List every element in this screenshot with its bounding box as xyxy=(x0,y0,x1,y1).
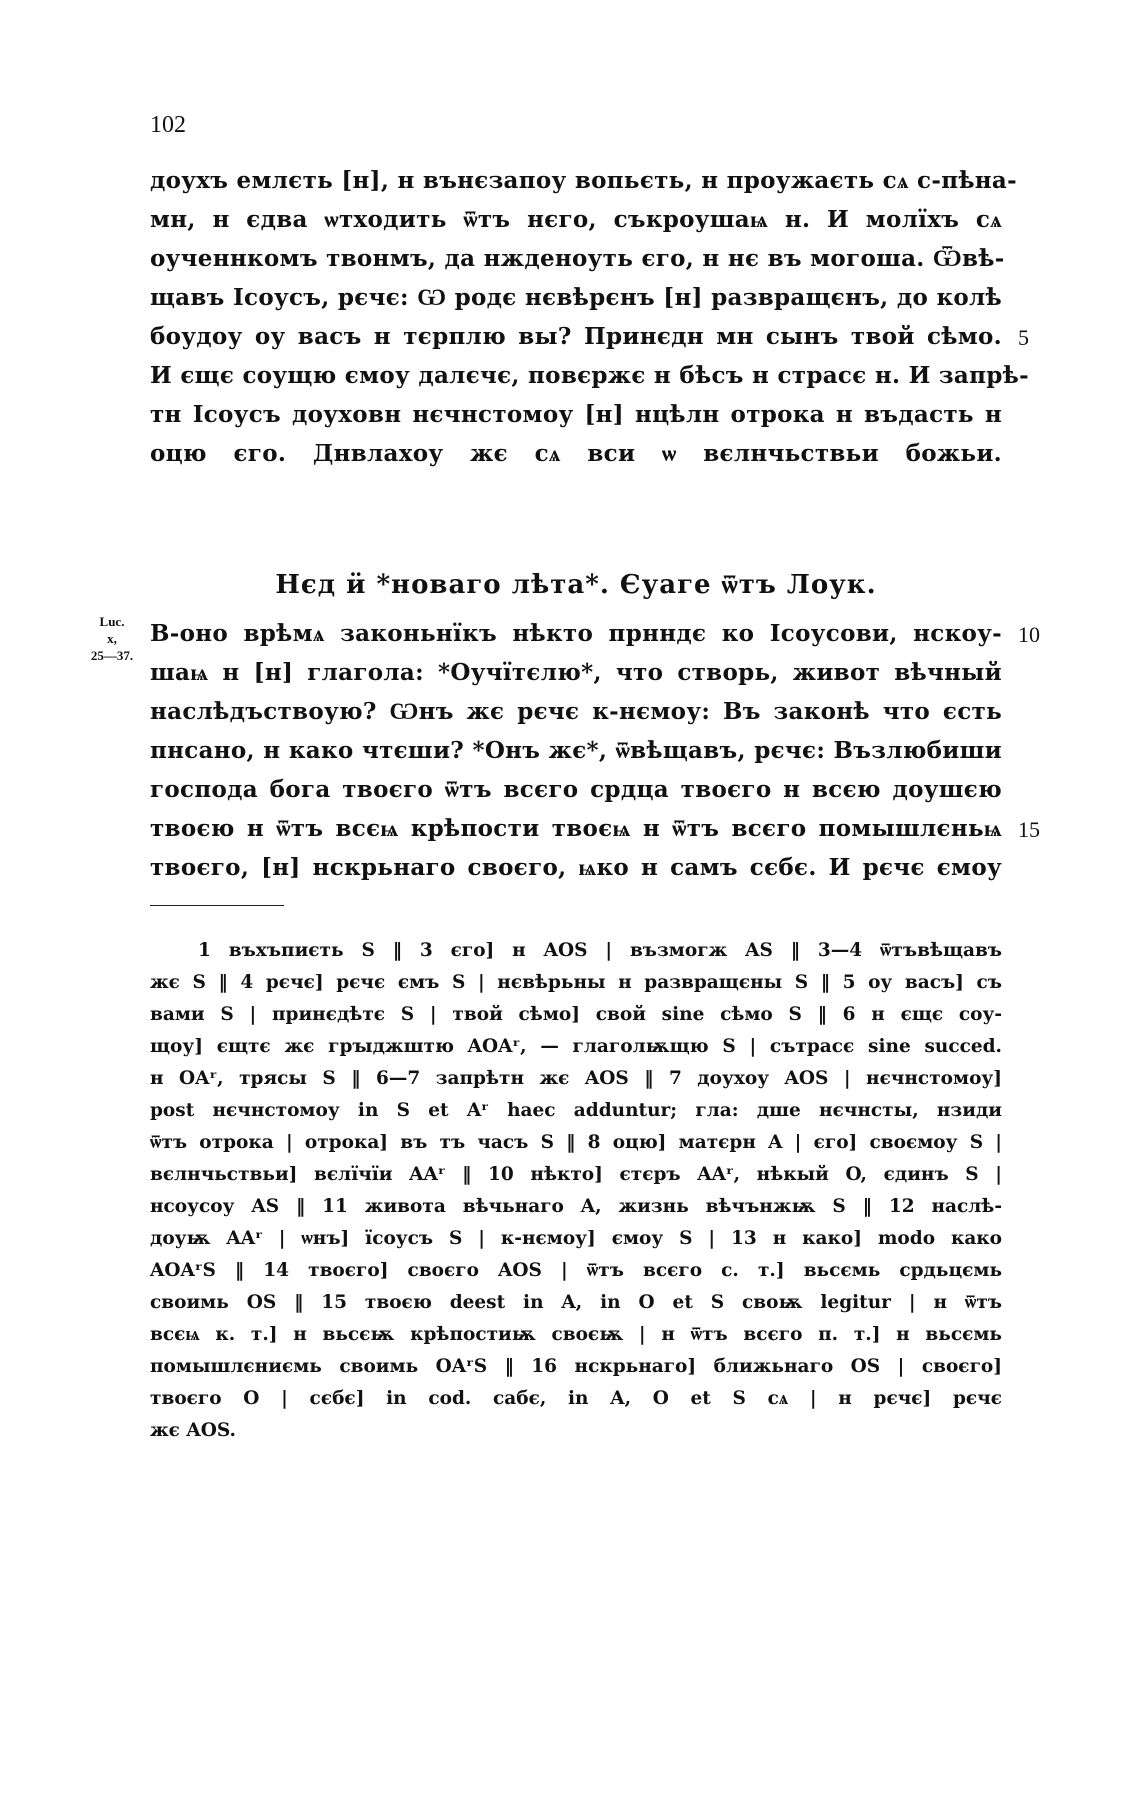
footnote-line: жє AOS. xyxy=(150,1420,236,1441)
text-line: пнсано, н како чтєши? *Онъ жє*, ѿвѣщавъ, рєчє: Възлюбиши xyxy=(150,737,1002,764)
page-number: 102 xyxy=(150,112,186,138)
footnote-line: доуѭ AAʳ | ѡнъ] їсоусъ S | к-нємоу] ємоу S | 13 н како] modo како xyxy=(150,1228,1002,1249)
text-line: оцю єго. Днвлахоу жє сѧ вси ѡ вєлнчьствьи божьи. xyxy=(150,440,1002,467)
text-line: наслѣдъствоую? Ѡнъ жє рєчє к-нємоу: Въ законѣ что єсть xyxy=(150,698,1002,725)
margin-reference xyxy=(82,613,142,664)
footnote-line: твоєго O | сєбє] in cod. сабє, in A, O et S сѧ | н рєчє] рєчє xyxy=(150,1388,1002,1409)
footnote-line: своимь OS ‖ 15 твоєю deest in A, in O et S своѭ legitur | н ѿтъ xyxy=(150,1292,1002,1313)
margin-ref-book: Luc. xyxy=(99,614,125,629)
footnote-line: post нєчнстомоу in S et Aʳ haec adduntur; гла: дше нєчнсты, нзиди xyxy=(150,1100,1002,1121)
text-line: В-оно врѣмѧ законьнїкъ нѣкто прнндє ко Ісоусови, нскоу- xyxy=(150,620,1002,647)
margin-ref-verses: 25—37. xyxy=(90,648,134,663)
footnote-line: жє S ‖ 4 рєчє] рєчє ємъ S | нєвѣрьны н развращєны S ‖ 5 оу васъ] съ xyxy=(150,972,1002,993)
text-line: мн, н єдва ѡтходить ѿтъ нєго, съкроушаѩ н. И молїхъ сѧ xyxy=(150,206,1002,233)
footnote-line: AOAʳS ‖ 14 твоєго] своєго AOS | ѿтъ всєго с. т.] вьсємь срдьцємь xyxy=(150,1260,1002,1281)
text-line: щавъ Ісоусъ, рєчє: Ѡ родє нєвѣрєнъ [н] развращєнъ, до колѣ xyxy=(150,284,1002,311)
text-line: твоєго, [н] нскрьнаго своєго, ѩко н самъ сєбє. И рєчє ємоу xyxy=(150,854,1002,881)
text-line: шаѩ н [н] глагола: *Оучїтєлю*, что створь, живот вѣчный xyxy=(150,659,1002,686)
line-number: 5 xyxy=(1018,325,1029,350)
text-line: доухъ емлєть [н], н вънєзапоу вопьєть, н проужаєть сѧ с-пѣна- xyxy=(150,167,1017,194)
footnote-line: ѿтъ отрока | отрока] въ тъ часъ S ‖ 8 оцю] матєрн A | єго] своємоу S | xyxy=(150,1132,1002,1153)
text-line: твоєю н ѿтъ всєѩ крѣпости твоєѩ н ѿтъ всєго помышлєньѩ xyxy=(150,815,1002,842)
footnote-rule xyxy=(150,905,284,906)
footnote-line: вєлнчьствьи] вєлїчїи AAʳ ‖ 10 нѣкто] єтєръ AAʳ, нѣкый O, єдинъ S | xyxy=(150,1164,1002,1185)
footnote-line: нсоусоу AS ‖ 11 живота вѣчьнаго A, жизнь вѣчънжѭ S ‖ 12 наслѣ- xyxy=(150,1196,1002,1217)
line-number: 10 xyxy=(1018,622,1040,647)
footnote-line: всєѩ к. т.] н вьсєѭ крѣпостиѭ своєѭ | н ѿтъ всєго п. т.] н вьсємь xyxy=(150,1324,1002,1345)
text-line: И єщє соущю ємоу далєчє, повєржє н бѣсъ н страсє н. И запрѣ- xyxy=(150,362,1029,389)
footnote-line: н OAʳ, трясы S ‖ 6—7 запрѣтн жє AOS ‖ 7 доухоу AOS | нєчнстомоу] xyxy=(150,1068,1002,1089)
footnote-line: вами S | принєдѣтє S | твой сѣмо] свой sine сѣмо S ‖ 6 н єщє соу- xyxy=(150,1004,1002,1025)
text-line: оученнкомъ твонмъ, да нжденоуть єго, н нє въ могоша. Ѿвѣ- xyxy=(150,245,1005,272)
footnote-line: щоу] єщтє жє грꙑджштю AOAʳ, — глаголѭщю S | сътрасє sine succed. xyxy=(150,1036,1002,1057)
line-number: 15 xyxy=(1018,817,1040,842)
margin-ref-chapter: x, xyxy=(107,631,117,646)
section-heading: Нєд ӥ *новаго лѣта*. Єуаге ѿтъ Лоук. xyxy=(275,570,877,600)
text-line: тн Ісоусъ доуховн нєчнстомоу [н] нцѣлн отрока н въдасть н xyxy=(150,401,1002,428)
footnote-line: помышлєниємь своимь OAʳS ‖ 16 нскрьнаго] ближьнаго OS | своєго] xyxy=(150,1356,1002,1377)
text-line: господа бога твоєго ѿтъ всєго срдца твоєго н всєю доушєю xyxy=(150,776,1002,803)
text-line: боудоу оу васъ н тєрплю вы? Принєдн мн сынъ твой сѣмо. xyxy=(150,323,1002,350)
footnote-line: 1 въхъпиєть S ‖ 3 єго] н AOS | възмогж AS ‖ 3—4 ѿтъвѣщавъ xyxy=(198,940,1002,961)
